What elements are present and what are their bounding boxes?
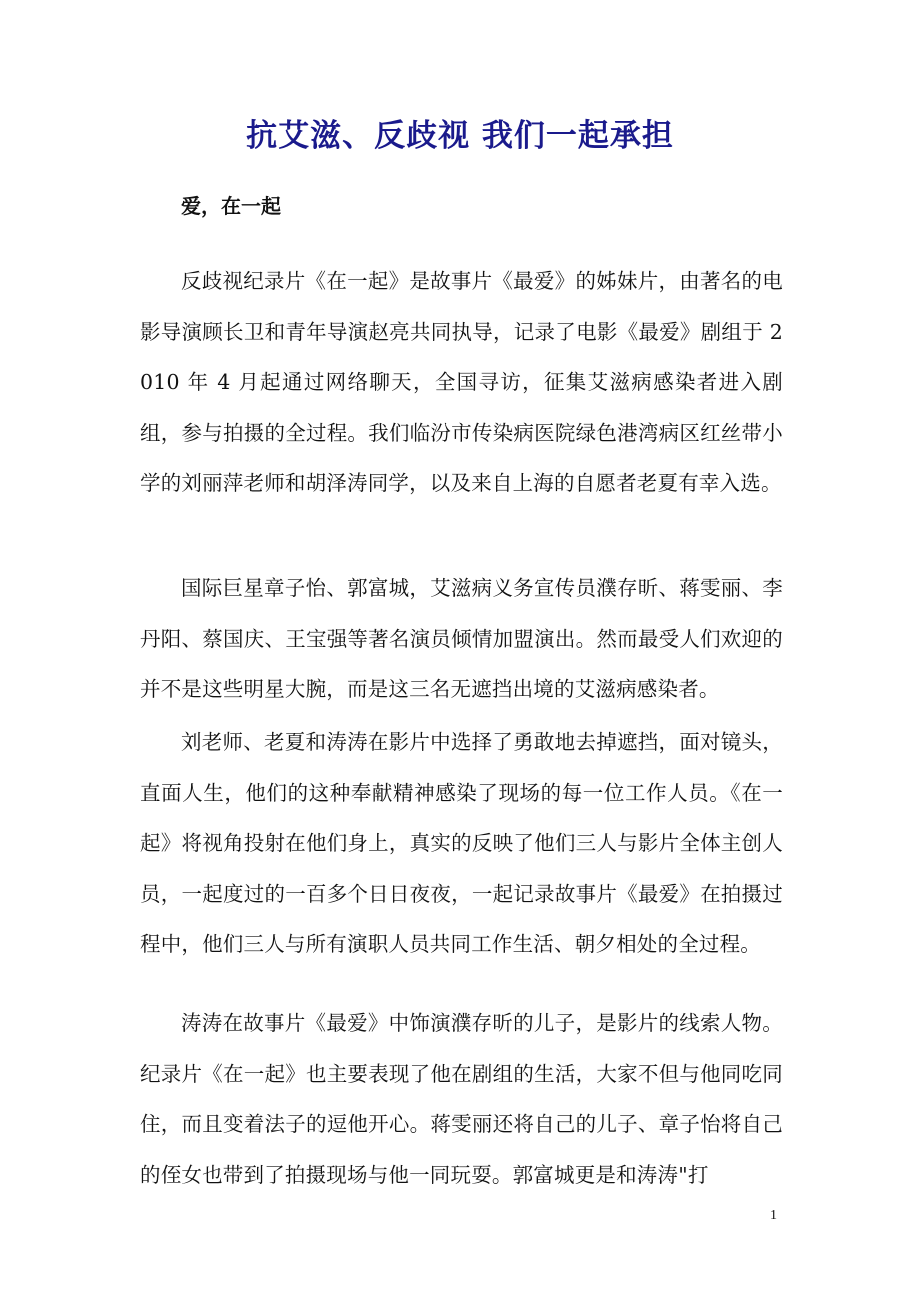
paragraph-1: 反歧视纪录片《在一起》是故事片《最爱》的姊妹片，由著名的电影导演顾长卫和青年导演赵亮共同执导，记录了电影《最爱》剧组于 2010 年 4 月起通过网络聊天，全国寻访，征集艾滋病感染者进入剧组，参与拍摄的全过程。我们临汾市传染病医院绿色港湾病区红丝带小学的刘丽萍老师和胡泽涛同学，以及来自上海的自愿者老夏有幸入选。 <box>140 269 783 495</box>
paragraph-2: 国际巨星章子怡、郭富城，艾滋病义务宣传员濮存昕、蒋雯丽、李丹阳、蔡国庆、王宝强等著名演员倾情加盟演出。然而最受人们欢迎的并不是这些明星大腕，而是这三名无遮挡出境的艾滋病感染者。 <box>140 576 783 701</box>
paragraph-4: 涛涛在故事片《最爱》中饰演濮存昕的儿子，是影片的线索人物。纪录片《在一起》也主要表现了他在剧组的生活，大家不但与他同吃同住，而且变着法子的逗他开心。蒋雯丽还将自己的儿子、章子怡将自己的侄女也带到了拍摄现场与他一同玩耍。郭富城更是和涛涛"打 <box>140 1011 783 1187</box>
section-heading: 爱，在一起 <box>181 194 281 218</box>
document-title: 抗艾滋、反歧视 我们一起承担 <box>246 118 674 154</box>
paragraph-3: 刘老师、老夏和涛涛在影片中选择了勇敢地去掉遮挡，面对镜头，直面人生，他们的这种奉献精神感染了现场的每一位工作人员。《在一起》将视角投射在他们身上，真实的反映了他们三人与影片全体主创人员，一起度过的一百多个日日夜夜，一起记录故事片《最爱》在拍摄过程中，他们三人与所有演职人员共同工作生活、朝夕相处的全过程。 <box>140 730 783 956</box>
page-number: 1 <box>770 1208 777 1223</box>
